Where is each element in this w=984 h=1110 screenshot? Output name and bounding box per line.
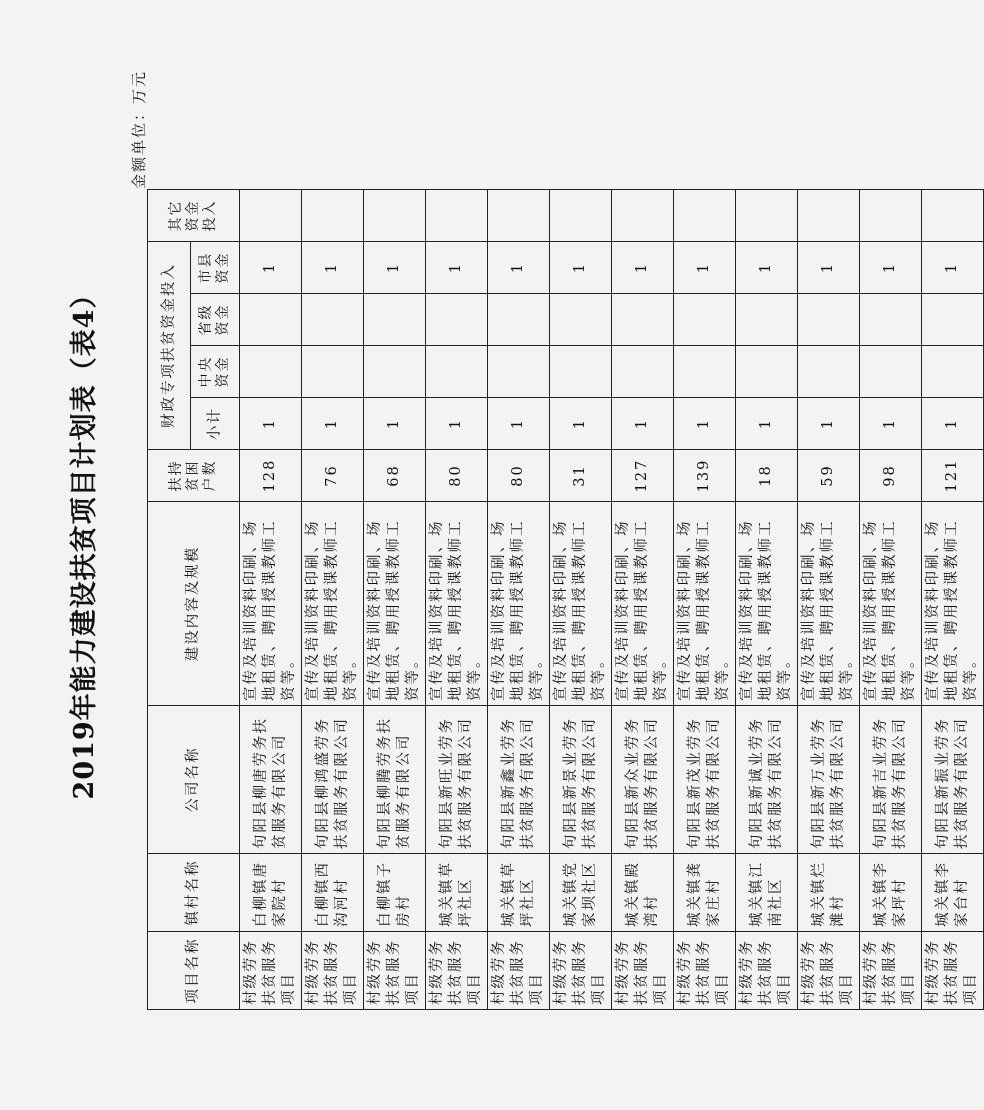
- village-name-cell: 白柳镇西沟河村: [302, 854, 364, 932]
- header-village: 镇村名称: [148, 854, 240, 932]
- subtotal-cell: 1: [674, 398, 736, 450]
- content-cell: 宣传及培训资料印刷、场地租赁、聘用授课教师工资等。: [798, 502, 860, 706]
- company-name-cell: 句阳县新诚业劳务扶贫服务有限公司: [736, 706, 798, 854]
- company-name-cell: 句阳县柳腾劳务扶贫服务有限公司: [364, 706, 426, 854]
- subtotal-cell: 1: [240, 398, 302, 450]
- city-funds-cell: 1: [798, 242, 860, 294]
- table-row: [736, 190, 798, 1010]
- content-cell: 宣传及培训资料印刷、场地租赁、聘用授课教师工资等。: [674, 502, 736, 706]
- project-name-cell: 村级劳务扶贫服务项目: [612, 932, 674, 1010]
- central-funds-cell: [922, 346, 984, 398]
- central-funds-cell: [674, 346, 736, 398]
- other-funds-cell: [798, 190, 860, 242]
- city-funds-cell: 1: [364, 242, 426, 294]
- households-cell: 139: [674, 450, 736, 502]
- table-row: [488, 190, 550, 1010]
- central-funds-cell: [426, 346, 488, 398]
- other-funds-cell: [240, 190, 302, 242]
- central-funds-cell: [488, 346, 550, 398]
- table-row: [860, 190, 922, 1010]
- other-funds-cell: [364, 190, 426, 242]
- table-row: [364, 190, 426, 1010]
- content-cell: 宣传及培训资料印刷、场地租赁、聘用授课教师工资等。: [922, 502, 984, 706]
- content-cell: 宣传及培训资料印刷、场地租赁、聘用授课教师工资等。: [860, 502, 922, 706]
- content-cell: 宣传及培训资料印刷、场地租赁、聘用授课教师工资等。: [612, 502, 674, 706]
- households-cell: 121: [922, 450, 984, 502]
- company-name-cell: 句阳县新鑫业劳务扶贫服务有限公司: [488, 706, 550, 854]
- company-name-cell: 句阳县新旺业劳务扶贫服务有限公司: [426, 706, 488, 854]
- village-name-cell: 城关镇李家坪村: [860, 854, 922, 932]
- company-name-cell: 句阳县柳鸿盛劳务扶贫服务有限公司: [302, 706, 364, 854]
- project-name-cell: 村级劳务扶贫服务项目: [860, 932, 922, 1010]
- project-name-cell: 村级劳务扶贫服务项目: [736, 932, 798, 1010]
- village-name-cell: 城关镇烂滩村: [798, 854, 860, 932]
- central-funds-cell: [364, 346, 426, 398]
- header-provincial: 省级资金: [191, 294, 240, 346]
- provincial-funds-cell: [736, 294, 798, 346]
- city-funds-cell: 1: [488, 242, 550, 294]
- company-name-cell: 句阳县新茂业劳务扶贫服务有限公司: [674, 706, 736, 854]
- village-name-cell: 白柳镇子房村: [364, 854, 426, 932]
- company-name-cell: 句阳县新吉业劳务扶贫服务有限公司: [860, 706, 922, 854]
- other-funds-cell: [488, 190, 550, 242]
- table-row: [550, 190, 612, 1010]
- households-cell: 59: [798, 450, 860, 502]
- other-funds-cell: [612, 190, 674, 242]
- central-funds-cell: [736, 346, 798, 398]
- central-funds-cell: [798, 346, 860, 398]
- other-funds-cell: [736, 190, 798, 242]
- city-funds-cell: 1: [922, 242, 984, 294]
- project-plan-table: [147, 189, 984, 1010]
- households-cell: 31: [550, 450, 612, 502]
- households-cell: 80: [426, 450, 488, 502]
- subtotal-cell: 1: [364, 398, 426, 450]
- subtotal-cell: 1: [922, 398, 984, 450]
- content-cell: 宣传及培训资料印刷、场地租赁、聘用授课教师工资等。: [426, 502, 488, 706]
- subtotal-cell: 1: [302, 398, 364, 450]
- central-funds-cell: [612, 346, 674, 398]
- project-name-cell: 村级劳务扶贫服务项目: [302, 932, 364, 1010]
- city-funds-cell: 1: [550, 242, 612, 294]
- header-fund-group: 财政专项扶贫资金投入: [148, 242, 191, 450]
- project-name-cell: 村级劳务扶贫服务项目: [488, 932, 550, 1010]
- subtotal-cell: 1: [736, 398, 798, 450]
- header-row-1: [148, 190, 191, 1010]
- subtotal-cell: 1: [860, 398, 922, 450]
- subtotal-cell: 1: [488, 398, 550, 450]
- header-subtotal: 小计: [191, 398, 240, 450]
- content-cell: 宣传及培训资料印刷、场地租赁、聘用授课教师工资等。: [240, 502, 302, 706]
- city-funds-cell: 1: [426, 242, 488, 294]
- header-company: 公司名称: [148, 706, 240, 854]
- project-name-cell: 村级劳务扶贫服务项目: [550, 932, 612, 1010]
- header-city: 市县资金: [191, 242, 240, 294]
- provincial-funds-cell: [612, 294, 674, 346]
- content-cell: 宣传及培训资料印刷、场地租赁、聘用授课教师工资等。: [736, 502, 798, 706]
- households-cell: 128: [240, 450, 302, 502]
- village-name-cell: 城关镇李家台村: [922, 854, 984, 932]
- village-name-cell: 城关镇草坪社区: [426, 854, 488, 932]
- project-name-cell: 村级劳务扶贫服务项目: [922, 932, 984, 1010]
- village-name-cell: 白柳镇唐家院村: [240, 854, 302, 932]
- project-name-cell: 村级劳务扶贫服务项目: [240, 932, 302, 1010]
- households-cell: 76: [302, 450, 364, 502]
- village-name-cell: 城关镇殿湾村: [612, 854, 674, 932]
- content-cell: 宣传及培训资料印刷、场地租赁、聘用授课教师工资等。: [488, 502, 550, 706]
- provincial-funds-cell: [550, 294, 612, 346]
- city-funds-cell: 1: [612, 242, 674, 294]
- other-funds-cell: [674, 190, 736, 242]
- village-name-cell: 城关镇草坪社区: [488, 854, 550, 932]
- central-funds-cell: [860, 346, 922, 398]
- page-title: 2019年能力建设扶贫项目计划表（表4）: [69, 280, 100, 800]
- header-content: 建设内容及规模: [148, 502, 240, 706]
- central-funds-cell: [302, 346, 364, 398]
- city-funds-cell: 1: [860, 242, 922, 294]
- central-funds-cell: [240, 346, 302, 398]
- households-cell: 18: [736, 450, 798, 502]
- households-cell: 68: [364, 450, 426, 502]
- households-cell: 98: [860, 450, 922, 502]
- other-funds-cell: [550, 190, 612, 242]
- subtotal-cell: 1: [426, 398, 488, 450]
- provincial-funds-cell: [922, 294, 984, 346]
- city-funds-cell: 1: [302, 242, 364, 294]
- content-cell: 宣传及培训资料印刷、场地租赁、聘用授课教师工资等。: [364, 502, 426, 706]
- header-households: 扶持贫困户数: [148, 450, 240, 502]
- provincial-funds-cell: [860, 294, 922, 346]
- households-cell: 80: [488, 450, 550, 502]
- table-row: [922, 190, 984, 1010]
- village-name-cell: 城关镇江南社区: [736, 854, 798, 932]
- other-funds-cell: [426, 190, 488, 242]
- project-name-cell: 村级劳务扶贫服务项目: [674, 932, 736, 1010]
- provincial-funds-cell: [302, 294, 364, 346]
- provincial-funds-cell: [798, 294, 860, 346]
- other-funds-cell: [302, 190, 364, 242]
- company-name-cell: 句阳县新景业劳务扶贫服务有限公司: [550, 706, 612, 854]
- other-funds-cell: [860, 190, 922, 242]
- content-cell: 宣传及培训资料印刷、场地租赁、聘用授课教师工资等。: [550, 502, 612, 706]
- content-cell: 宣传及培训资料印刷、场地租赁、聘用授课教师工资等。: [302, 502, 364, 706]
- table-row: [302, 190, 364, 1010]
- project-name-cell: 村级劳务扶贫服务项目: [364, 932, 426, 1010]
- table-row: [798, 190, 860, 1010]
- subtotal-cell: 1: [550, 398, 612, 450]
- table-row: [426, 190, 488, 1010]
- central-funds-cell: [550, 346, 612, 398]
- header-central: 中央资金: [191, 346, 240, 398]
- table-row: [612, 190, 674, 1010]
- provincial-funds-cell: [426, 294, 488, 346]
- village-name-cell: 城关镇龚家庄村: [674, 854, 736, 932]
- subtotal-cell: 1: [612, 398, 674, 450]
- provincial-funds-cell: [488, 294, 550, 346]
- provincial-funds-cell: [240, 294, 302, 346]
- company-name-cell: 句阳县新振业劳务扶贫服务有限公司: [922, 706, 984, 854]
- project-name-cell: 村级劳务扶贫服务项目: [426, 932, 488, 1010]
- subtotal-cell: 1: [798, 398, 860, 450]
- village-name-cell: 城关镇党家坝社区: [550, 854, 612, 932]
- company-name-cell: 句阳县新众业劳务扶贫服务有限公司: [612, 706, 674, 854]
- table-row: [674, 190, 736, 1010]
- other-funds-cell: [922, 190, 984, 242]
- households-cell: 127: [612, 450, 674, 502]
- table-row: [240, 190, 302, 1010]
- city-funds-cell: 1: [674, 242, 736, 294]
- provincial-funds-cell: [674, 294, 736, 346]
- provincial-funds-cell: [364, 294, 426, 346]
- city-funds-cell: 1: [240, 242, 302, 294]
- amount-unit-note: 金额单位：万元: [130, 70, 148, 190]
- header-project: 项目名称: [148, 932, 240, 1010]
- project-name-cell: 村级劳务扶贫服务项目: [798, 932, 860, 1010]
- header-other-funds: 其它资金投入: [148, 190, 240, 242]
- city-funds-cell: 1: [736, 242, 798, 294]
- company-name-cell: 句阳县柳唐劳务扶贫服务有限公司: [240, 706, 302, 854]
- company-name-cell: 句阳县新万业劳务扶贫服务有限公司: [798, 706, 860, 854]
